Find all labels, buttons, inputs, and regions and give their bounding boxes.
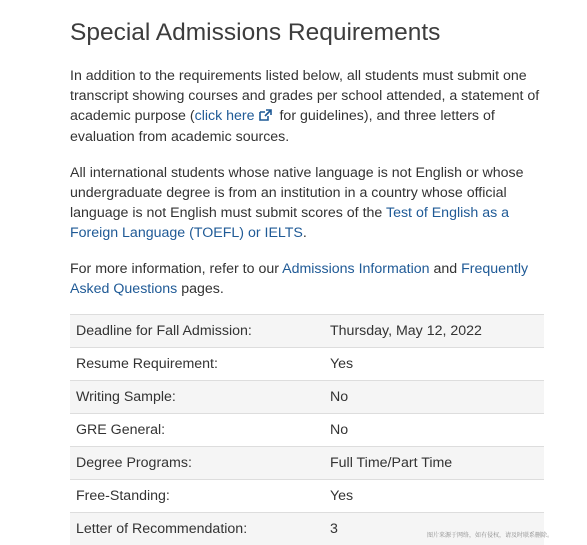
faq-link[interactable]: Frequently Asked Questions: [70, 261, 529, 297]
intro-paragraph-more-info: [70, 259, 544, 299]
intro-text-2a: All international students whose native language is not English or whose undergraduate degree is from an institution in a country whose official language is not English must submit scores of the: [70, 165, 524, 221]
guidelines-link[interactable]: [195, 108, 276, 124]
table-row: [70, 480, 544, 513]
row-value: 3: [324, 513, 544, 545]
row-value: Thursday, May 12, 2022: [324, 315, 544, 348]
table-row: [70, 414, 544, 447]
table-row: [70, 447, 544, 480]
table-row: [70, 315, 544, 348]
intro-text-1b: for guidelines), and three letters of evaluation from academic sources.: [70, 108, 495, 145]
external-link-icon: [259, 107, 272, 127]
intro-text-2b: .: [302, 225, 307, 241]
page-title: Special Admissions Requirements: [70, 19, 441, 46]
row-label: Deadline for Fall Admission:: [70, 315, 324, 348]
table-row: [70, 381, 544, 414]
intro-text-3a: For more information, refer to our: [70, 261, 283, 277]
toefl-ielts-link[interactable]: Test of English as a Foreign Language (TOEFL) or IELTS: [70, 205, 510, 241]
guidelines-link-label: click here: [194, 108, 255, 124]
row-value: Yes: [324, 480, 544, 513]
row-label: Letter of Recommendation:: [70, 513, 324, 545]
row-label: Writing Sample:: [70, 381, 324, 414]
row-label: Degree Programs:: [70, 447, 324, 480]
requirements-table: [70, 314, 544, 545]
row-value: No: [324, 381, 544, 414]
admissions-information-link[interactable]: Admissions Information: [282, 261, 430, 277]
intro-text-3b: and: [429, 261, 462, 277]
row-value: Full Time/Part Time: [324, 447, 544, 480]
intro-text-1a: In addition to the requirements listed below, all students must submit one transcript showing courses and grades per school attended, a statement of academic purpose (: [70, 68, 540, 124]
table-row: [70, 348, 544, 381]
row-label: GRE General:: [70, 414, 324, 447]
table-row: [70, 513, 544, 545]
row-label: Resume Requirement:: [70, 348, 324, 381]
row-label: Free-Standing:: [70, 480, 324, 513]
intro-paragraph-english: [70, 163, 544, 243]
intro-paragraph-requirements: [70, 66, 544, 147]
watermark: 图片来源于网络，如有侵权，请及时联系删除。: [427, 533, 554, 539]
intro-text-3c: pages.: [177, 281, 224, 297]
row-value: Yes: [324, 348, 544, 381]
row-value: No: [324, 414, 544, 447]
